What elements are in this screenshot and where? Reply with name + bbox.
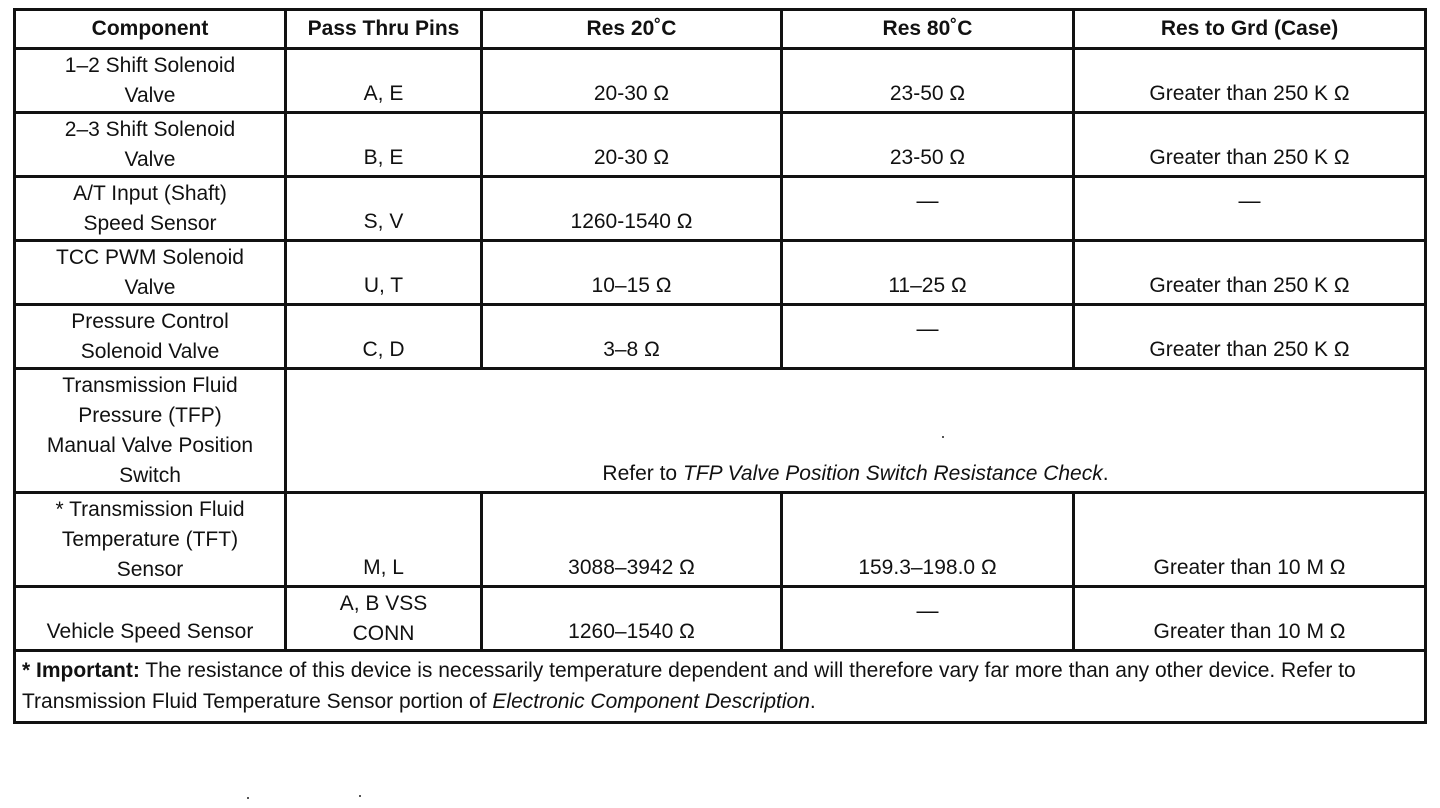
tfp-reference-suffix: . [1102,462,1109,485]
table-row [15,177,1426,241]
tfp-reference-cell [286,369,1426,493]
component-name-line: A/T Input (Shaft) [73,182,227,205]
table-row [15,587,1426,651]
component-name-line: Pressure (TFP) [78,404,222,427]
component-name-line: Solenoid Valve [80,340,220,363]
component-name-line: Manual Valve Position [46,434,254,457]
pins-line: A, B VSS [339,592,428,615]
table-row [15,305,1426,369]
table-row [15,493,1426,587]
scan-speck [942,436,944,438]
component-name-line: Valve [124,148,176,171]
pass-thru-pins [286,493,482,587]
res-20c-value: 1260–1540 Ω [482,587,782,651]
res-20c-value: 3088–3942 Ω [482,493,782,587]
component-name [15,493,286,587]
tfp-reference-link[interactable]: TFP Valve Position Switch Resistance Check [682,462,1103,485]
component-name [15,305,286,369]
pass-thru-pins [286,241,482,305]
pins-line: M, L [363,556,404,579]
header-res-20c: Res 20˚C [482,10,782,49]
scan-speck [247,797,249,799]
component-name [15,113,286,177]
table-row [15,241,1426,305]
pins-line: U, T [363,274,404,297]
res-80c-value: 159.3–198.0 Ω [782,493,1074,587]
table-row-tfp [15,369,1426,493]
component-name-line: Vehicle Speed Sensor [46,620,254,643]
res-20c-value: 20-30 Ω [482,113,782,177]
res-80c-value: — [782,177,1074,241]
component-name-line: Switch [119,464,181,487]
table-row [15,49,1426,113]
header-row [15,10,1426,49]
pins-line: A, E [363,82,404,105]
important-footnote [15,651,1426,723]
pass-thru-pins [286,177,482,241]
resistance-spec-table [13,8,1427,724]
res-to-ground-value: Greater than 250 K Ω [1074,113,1426,177]
component-name-line: Transmission Fluid [62,374,238,397]
header-res-80c: Res 80˚C [782,10,1074,49]
component-name [15,177,286,241]
component-name-line: Sensor [116,558,184,581]
pins-line: B, E [363,146,404,169]
header-res-to-ground: Res to Grd (Case) [1074,10,1426,49]
footnote-end: . [809,690,816,713]
res-to-ground-value: — [1074,177,1426,241]
res-80c-value: — [782,587,1074,651]
res-80c-value: 23-50 Ω [782,113,1074,177]
pass-thru-pins [286,113,482,177]
table-row [15,113,1426,177]
component-name-line: Pressure Control [71,310,229,333]
res-80c-value: — [782,305,1074,369]
component-name-line: Valve [124,276,176,299]
res-to-ground-value: Greater than 250 K Ω [1074,305,1426,369]
component-name-line: 1–2 Shift Solenoid [64,54,236,77]
component-name-line: * Transmission Fluid [55,498,245,521]
pass-thru-pins [286,49,482,113]
footnote-doc-link[interactable]: Electronic Component Description [492,690,810,713]
res-20c-value: 20-30 Ω [482,49,782,113]
pins-line: S, V [363,210,404,233]
res-to-ground-value: Greater than 250 K Ω [1074,241,1426,305]
footnote-row [15,651,1426,723]
component-name [15,587,286,651]
tfp-reference-prefix: Refer to [602,462,683,485]
header-pass-thru-pins: Pass Thru Pins [286,10,482,49]
res-20c-value: 10–15 Ω [482,241,782,305]
footnote-text: The resistance of this device is necessarily temperature dependent and will therefore vary far more than any other device. Refer to Transmission Fluid Temperature Sensor portion of [22,659,1356,713]
component-name-line: Temperature (TFT) [61,528,239,551]
res-80c-value: 23-50 Ω [782,49,1074,113]
footnote-label: * Important: [22,659,140,682]
res-20c-value: 1260-1540 Ω [482,177,782,241]
pass-thru-pins [286,587,482,651]
component-name [15,49,286,113]
component-name-line: Valve [124,84,176,107]
component-name-line: 2–3 Shift Solenoid [64,118,236,141]
res-to-ground-value: Greater than 10 M Ω [1074,493,1426,587]
pass-thru-pins [286,305,482,369]
pins-line: C, D [362,338,405,361]
res-80c-value: 11–25 Ω [782,241,1074,305]
res-to-ground-value: Greater than 10 M Ω [1074,587,1426,651]
pins-line: CONN [352,622,415,645]
scan-speck [359,795,361,797]
component-name-line: TCC PWM Solenoid [56,246,244,269]
component-name [15,369,286,493]
header-component: Component [15,10,286,49]
res-to-ground-value: Greater than 250 K Ω [1074,49,1426,113]
res-20c-value: 3–8 Ω [482,305,782,369]
component-name-line: Speed Sensor [83,212,217,235]
component-name [15,241,286,305]
